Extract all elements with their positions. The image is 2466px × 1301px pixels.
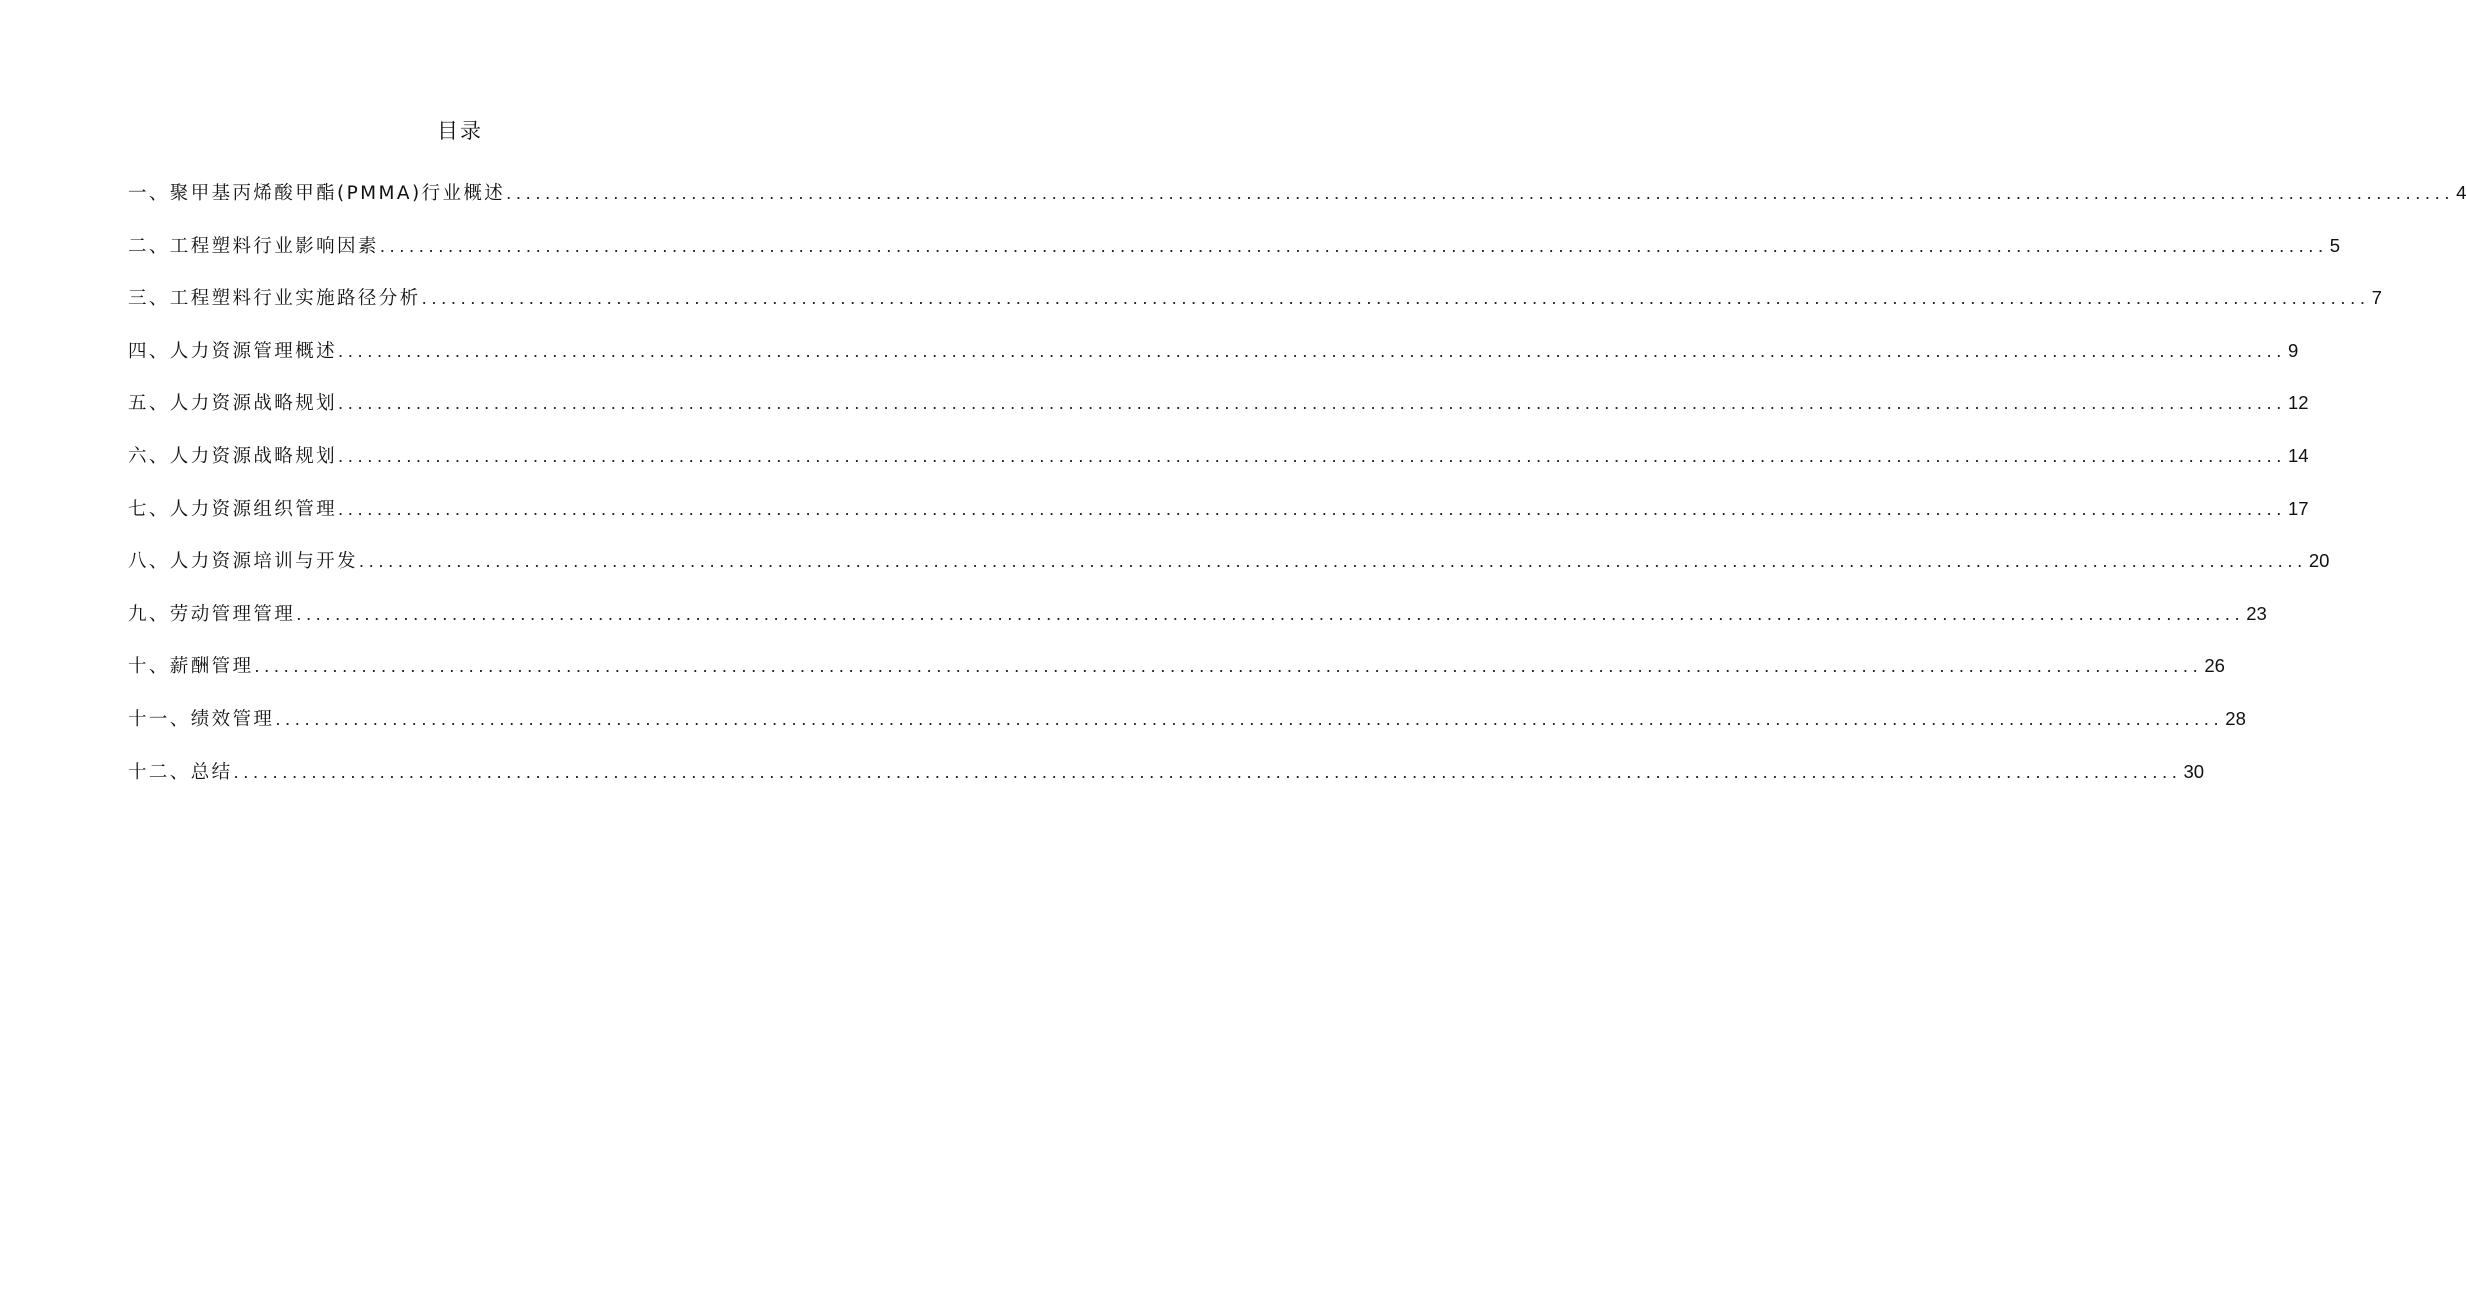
toc-entry-label: 十一、绩效管理 [128, 708, 275, 730]
toc-entry[interactable] [128, 441, 2309, 494]
toc-dot-leader: ........................................................................................................................................................................................................ [233, 760, 2182, 782]
toc-entry-label: 八、人力资源培训与开发 [128, 551, 358, 573]
toc-entry-page: 26 [2204, 655, 2225, 677]
toc-dot-leader: ........................................................................................................................................................................................................ [421, 287, 2370, 309]
toc-dot-leader: ........................................................................................................................................................................................................ [338, 444, 2286, 466]
toc-entry[interactable] [128, 388, 2309, 441]
toc-entry-label: 三、工程塑料行业实施路径分析 [128, 288, 421, 310]
toc-entry-label: 十二、总结 [128, 761, 233, 783]
toc-entry-label: 十、薪酬管理 [128, 656, 254, 678]
toc-entry[interactable] [128, 757, 2205, 810]
toc-entry-label: 四、人力资源管理概述 [128, 340, 338, 362]
toc-entry-page: 30 [2183, 760, 2205, 782]
toc-dot-leader: ........................................................................................................................................................................................................ [275, 707, 2224, 729]
toc-entry-label: 五、人力资源战略规划 [128, 393, 338, 415]
toc-dot-leader: ........................................................................................................................................................................................................ [358, 550, 2307, 572]
toc-dot-leader: ........................................................................................................................................................................................................ [338, 497, 2286, 519]
toc-entry-label: 六、人力资源战略规划 [128, 445, 338, 467]
toc-dot-leader: ........................................................................................................................................................................................................ [506, 182, 2455, 203]
toc-entry[interactable] [128, 231, 2341, 284]
toc-entry-page: 28 [2225, 707, 2246, 729]
toc-entry-label: 九、劳动管理管理 [128, 603, 296, 625]
toc-entry-label: 七、人力资源组织管理 [128, 498, 338, 520]
toc-entry-label: 二、工程塑料行业影响因素 [128, 235, 379, 257]
toc-dot-leader: ........................................................................................................................................................................................................ [379, 234, 2328, 256]
toc-entry[interactable] [128, 336, 2299, 389]
toc-entry[interactable] [128, 283, 2382, 336]
toc-entry[interactable] [128, 599, 2267, 652]
toc-dot-leader: ........................................................................................................................................................................................................ [338, 339, 2286, 361]
toc-entry[interactable] [128, 546, 2330, 599]
toc-entry-page: 5 [2329, 234, 2341, 256]
toc-dot-leader: ........................................................................................................................................................................................................ [296, 602, 2245, 624]
toc-entry[interactable] [128, 494, 2309, 547]
toc-dot-leader: ........................................................................................................................................................................................................ [338, 392, 2286, 414]
toc-entry-label: 一、聚甲基丙烯酸甲酯(PMMA)行业概述 [128, 183, 506, 204]
toc-entry-page: 20 [2308, 550, 2330, 572]
toc-entry[interactable] [128, 651, 2225, 704]
toc-entry-page: 7 [2371, 287, 2382, 309]
toc-entry[interactable] [128, 704, 2246, 757]
toc-dot-leader: ........................................................................................................................................................................................................ [254, 655, 2203, 677]
toc-entry-page: 9 [2288, 339, 2299, 361]
toc-entry-page: 14 [2288, 444, 2309, 466]
toc-entry-page: 12 [2288, 392, 2309, 414]
toc-entry-page: 4 [2456, 182, 2466, 203]
toc-entry-page: 17 [2288, 497, 2309, 519]
toc-title: 目录 [437, 119, 483, 143]
toc-entry-page: 23 [2246, 602, 2267, 624]
toc-entry[interactable] [128, 178, 2466, 231]
toc-list [128, 178, 2466, 809]
